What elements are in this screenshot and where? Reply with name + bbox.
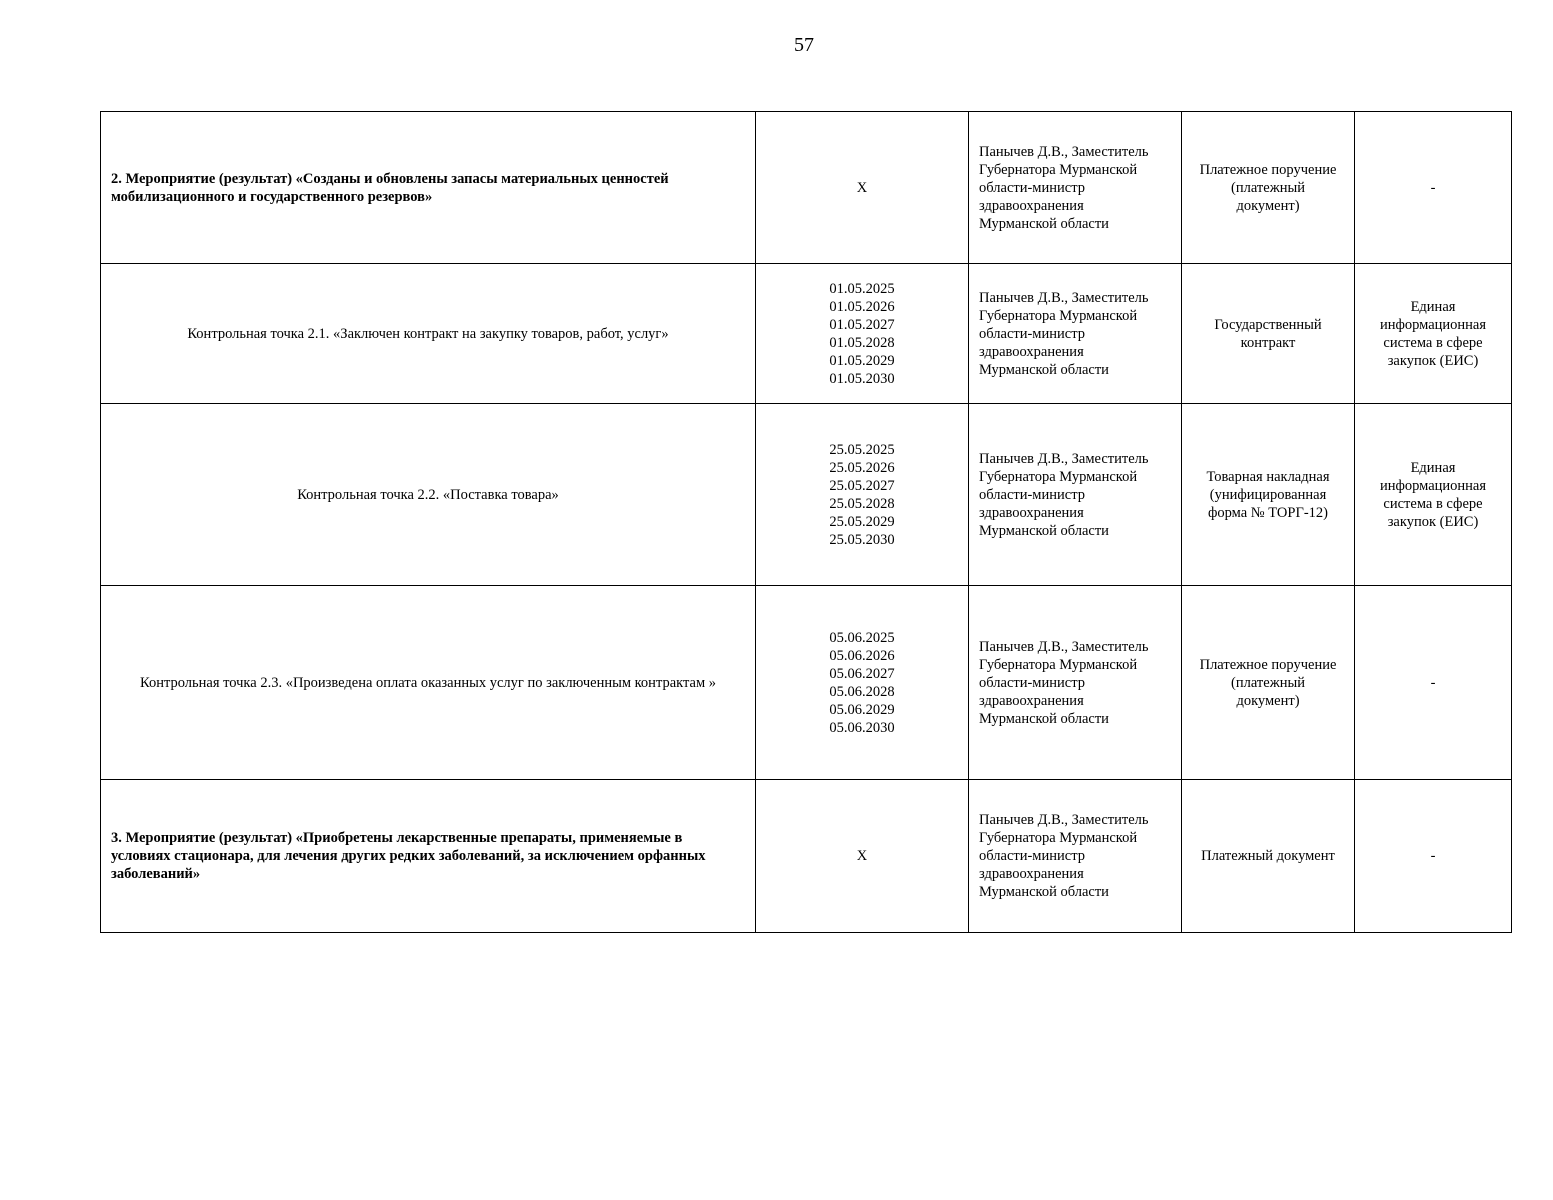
date-value: 05.06.2025 [829, 629, 895, 646]
responsible-cell [969, 112, 1182, 264]
document-line: (платежный [1231, 674, 1305, 691]
date-value: 01.05.2027 [829, 316, 895, 333]
responsible-line: Панычев Д.В., Заместитель [979, 450, 1149, 467]
date-value: X [856, 179, 868, 196]
responsible-line: Панычев Д.В., Заместитель [979, 638, 1149, 655]
date-value: 05.06.2030 [829, 719, 895, 736]
responsible-line: области-министр [979, 848, 1085, 864]
document-line: контракт [1240, 334, 1296, 351]
date-value: 05.06.2026 [829, 647, 895, 664]
date-value: 25.05.2029 [829, 513, 895, 530]
responsible-line: здравоохранения [979, 343, 1084, 360]
plan-table [100, 111, 1512, 933]
responsible-line: здравоохранения [979, 692, 1084, 709]
date-value: 05.06.2027 [829, 665, 895, 682]
responsible-line: Панычев Д.В., Заместитель [979, 289, 1149, 306]
event-name-cell: 3. Мероприятие (результат) «Приобретены лекарственные препараты, применяемые в условиях стационара, для лечения других редких заболеваний, за исключением орфанных заболеваний» [101, 780, 756, 933]
info-system-line: Единая [1410, 459, 1456, 476]
table-row [101, 780, 1512, 933]
date-value: 01.05.2026 [829, 298, 895, 315]
table-row [101, 112, 1512, 264]
responsible-line: Губернатора Мурманской [979, 656, 1138, 673]
event-name-cell: 2. Мероприятие (результат) «Созданы и обновлены запасы материальных ценностей мобилизационного и государственного резервов» [101, 112, 756, 264]
page-number: 57 [794, 34, 814, 56]
document-cell [1182, 264, 1355, 404]
responsible-line: Губернатора Мурманской [979, 468, 1138, 485]
checkpoint-name-cell: Контрольная точка 2.2. «Поставка товара» [101, 404, 756, 586]
table-row [101, 404, 1512, 586]
responsible-cell [969, 264, 1182, 404]
document-line: Платежное поручение [1199, 656, 1337, 673]
info-system-line: закупок (ЕИС) [1387, 352, 1479, 369]
info-system-cell [1355, 264, 1512, 404]
date-value: 05.06.2029 [829, 701, 895, 718]
document-cell [1182, 586, 1355, 780]
responsible-line: Панычев Д.В., Заместитель [979, 812, 1149, 828]
document-line: форма № ТОРГ-12) [1207, 504, 1328, 521]
responsible-line: Мурманской области [979, 522, 1109, 539]
responsible-line: Губернатора Мурманской [979, 830, 1138, 846]
document-cell [1182, 112, 1355, 264]
responsible-line: Мурманской области [979, 710, 1109, 727]
document-line: Платежное поручение [1199, 161, 1337, 178]
checkpoint-name-cell: Контрольная точка 2.1. «Заключен контракт на закупку товаров, работ, услуг» [101, 264, 756, 404]
date-value: 01.05.2025 [829, 280, 895, 297]
info-system-cell [1355, 780, 1512, 933]
info-system-line: закупок (ЕИС) [1387, 513, 1479, 530]
info-system-line: - [1430, 179, 1436, 196]
responsible-cell [969, 404, 1182, 586]
info-system-line: - [1430, 848, 1436, 864]
info-system-line: информационная [1379, 316, 1487, 333]
date-value: 01.05.2030 [829, 370, 895, 387]
responsible-line: Мурманской области [979, 215, 1109, 232]
dates-cell [756, 780, 969, 933]
dates-cell [756, 264, 969, 404]
document-line: документ) [1236, 692, 1300, 709]
responsible-line: области-министр [979, 179, 1085, 196]
responsible-line: Мурманской области [979, 361, 1109, 378]
info-system-line: - [1430, 674, 1436, 691]
responsible-line: области-министр [979, 325, 1085, 342]
responsible-line: области-министр [979, 674, 1085, 691]
date-value: 25.05.2026 [829, 459, 895, 476]
checkpoint-name-cell: Контрольная точка 2.3. «Произведена оплата оказанных услуг по заключенным контрактам » [101, 586, 756, 780]
info-system-line: Единая [1410, 298, 1456, 315]
date-value: 25.05.2028 [829, 495, 895, 512]
document-line: (платежный [1231, 179, 1305, 196]
dates-cell [756, 404, 969, 586]
document-line: Платежный документ [1201, 848, 1335, 864]
responsible-line: Мурманской области [979, 884, 1109, 900]
table-row [101, 586, 1512, 780]
document-line: (унифицированная [1209, 486, 1327, 503]
responsible-line: Панычев Д.В., Заместитель [979, 143, 1149, 160]
document-line: документ) [1236, 197, 1300, 214]
date-value: 05.06.2028 [829, 683, 895, 700]
responsible-line: здравоохранения [979, 197, 1084, 214]
responsible-cell [969, 780, 1182, 933]
date-value: 25.05.2027 [829, 477, 895, 494]
dates-cell [756, 586, 969, 780]
dates-cell [756, 112, 969, 264]
info-system-line: система в сфере [1383, 495, 1483, 512]
info-system-cell [1355, 112, 1512, 264]
date-value: 01.05.2029 [829, 352, 895, 369]
responsible-cell [969, 586, 1182, 780]
document-line: Товарная накладная [1206, 468, 1330, 485]
document-cell [1182, 780, 1355, 933]
date-value: 25.05.2025 [829, 441, 895, 458]
info-system-line: информационная [1379, 477, 1487, 494]
responsible-line: здравоохранения [979, 866, 1084, 882]
responsible-line: Губернатора Мурманской [979, 161, 1138, 178]
date-value: X [856, 848, 868, 864]
info-system-cell [1355, 586, 1512, 780]
info-system-line: система в сфере [1383, 334, 1483, 351]
date-value: 01.05.2028 [829, 334, 895, 351]
responsible-line: Губернатора Мурманской [979, 307, 1138, 324]
responsible-line: здравоохранения [979, 504, 1084, 521]
document-line: Государственный [1214, 316, 1322, 333]
date-value: 25.05.2030 [829, 531, 895, 548]
table-row [101, 264, 1512, 404]
responsible-line: области-министр [979, 486, 1085, 503]
document-cell [1182, 404, 1355, 586]
info-system-cell [1355, 404, 1512, 586]
